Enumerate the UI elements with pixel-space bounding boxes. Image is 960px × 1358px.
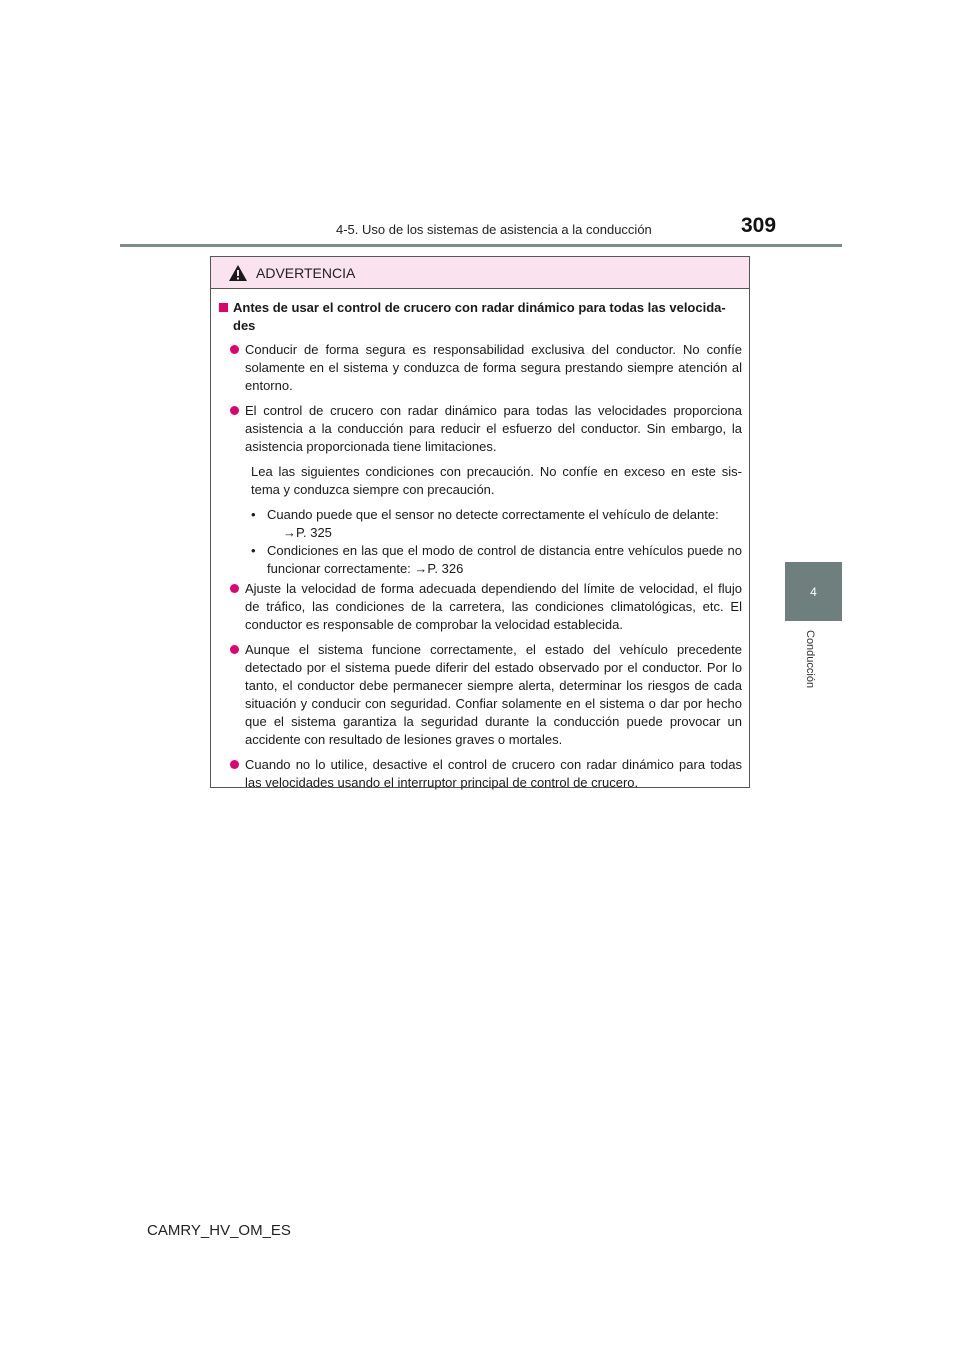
list-item [219, 402, 742, 456]
warning-title: ADVERTENCIA [256, 264, 356, 281]
warning-header [211, 257, 749, 289]
section-title-text: Antes de usar el control de crucero con radar dinámico para todas las velocida-des [233, 300, 726, 333]
list-item [219, 580, 742, 634]
sub-list-item [251, 506, 742, 542]
circle-bullet-icon [230, 345, 239, 354]
list-item [219, 341, 742, 395]
sub-list-item [251, 542, 742, 578]
circle-bullet-icon [230, 406, 239, 415]
chapter-number: 4 [810, 584, 817, 599]
warning-body [211, 289, 749, 792]
list-item [219, 756, 742, 792]
square-bullet-icon [219, 303, 228, 312]
conditions-paragraph: Lea las siguientes condiciones con precaución. No confíe en exceso en este sis-tema y conduzca siempre con precaución. [251, 464, 742, 497]
sub-list [251, 506, 742, 578]
list-item [219, 641, 742, 749]
sub-item-description: Cuando puede que el sensor no detecte correctamente el vehículo de delante: [267, 507, 719, 522]
page-reference-link[interactable]: →P. 325 [283, 525, 332, 540]
circle-bullet-icon [230, 760, 239, 769]
chapter-label: Conducción [804, 630, 816, 689]
list-item-text: Aunque el sistema funcione correctamente, el estado del vehículo precedente detectado por el sistema puede diferir del estado observado por el conductor. Por lo tanto, el conductor debe permanecer siempre alerta, determinar los riesgos de cada situación y conducir con seguridad. Confiar solamente en el sistema o dar por hecho que el sistema garantiza la seguridad durante la conducción puede provocar un accidente con resultado de lesiones graves o mortales. [245, 642, 742, 747]
header-section-title: 4-5. Uso de los sistemas de asistencia a la conducción [336, 222, 652, 237]
list-item-text: Cuando no lo utilice, desactive el control de crucero con radar dinámico para todas las velocidades usando el interruptor principal de control de crucero. [245, 757, 742, 790]
document-id: CAMRY_HV_OM_ES [147, 1222, 291, 1239]
circle-bullet-icon [230, 584, 239, 593]
list-item-text: El control de crucero con radar dinámico para todas las velocidades proporciona asistencia a la conducción para reducir el esfuerzo del conductor. Sin embargo, la asistencia proporcionada tiene limitaciones. [245, 403, 742, 454]
warning-section-title [219, 299, 742, 335]
circle-bullet-icon [230, 645, 239, 654]
sub-list-item-text [267, 542, 742, 578]
sub-list-item-text [267, 506, 742, 542]
warning-triangle-icon [228, 264, 248, 282]
page-number: 309 [741, 214, 777, 237]
sub-item-description: Condiciones en las que el modo de control de distancia entre vehículos puede no funcionar correctamente: [267, 543, 742, 576]
page-reference-link[interactable]: →P. 326 [414, 561, 464, 576]
list-item-text: Conducir de forma segura es responsabilidad exclusiva del conductor. No confíe solamente en el sistema y conduzca de forma segura prestando siempre atención al entorno. [245, 342, 742, 393]
chapter-tab [785, 562, 842, 621]
header-rule [120, 244, 842, 247]
sub-bullet-icon: • [251, 543, 256, 558]
list-item-text: Ajuste la velocidad de forma adecuada dependiendo del límite de velocidad, el flujo de tráfico, las condiciones de la carretera, las condiciones climatológicas, etc. El conductor es responsable de comprobar la velocidad establecida. [245, 581, 742, 632]
sub-bullet-icon: • [251, 507, 256, 522]
warning-box [210, 256, 750, 788]
